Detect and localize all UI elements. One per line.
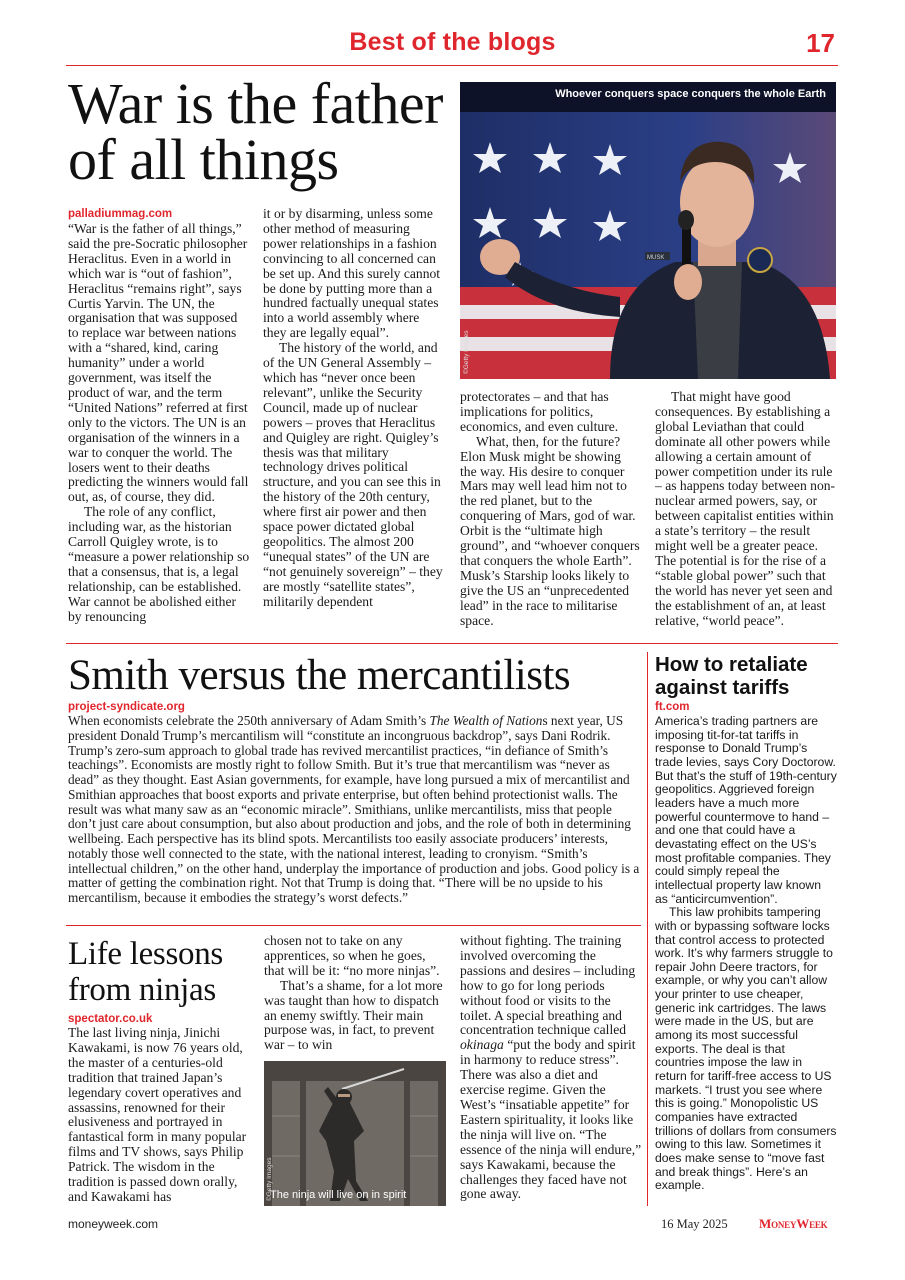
footer-date: 16 May 2025 xyxy=(661,1217,728,1231)
article4-col3 xyxy=(460,934,642,1202)
article3-body xyxy=(655,715,837,1193)
article2-body-italic: The Wealth of Nation xyxy=(429,713,543,728)
article1-col2-p1: it or by disarming, unless some other method of measuring power relationships in a fashion convincing to all concerned can be set up. And this surely cannot be done by putting more than a hundred factually unequal states into a world assembly where they are legally equal”. xyxy=(263,206,441,341)
article1-col4-p1: That might have good consequences. By establishing a global Leviathan that could dominate all other powers while allowing a certain amount of power competition under its rule – as happens today between non-nuclear armed powers, say, or between capitalist entities within a state’s territory – the result might well be a greater peace. The potential is for the rise of a “stable global power” such that the world has never yet seen and the establishment of an, at least relative, “world peace”. xyxy=(655,389,836,628)
article3-headline-line2: against tariffs xyxy=(655,675,790,699)
article1-photo-illustration xyxy=(460,82,836,379)
article4-col2 xyxy=(264,934,444,1053)
footer-brand-logo: MoneyWeek xyxy=(759,1216,828,1231)
article4-col1-p1: The last living ninja, Jinichi Kawakami, is now 76 years old, the master of a centuries-old tradition that trained Japan’s legendary covert operatives and assassins, renowned for their elusiveness and portrayed in fantastical form in many popular films and TV shows, says Philip Patrick. The wisdom in the tradition is passed down orally, and Kawakami has xyxy=(68,1025,247,1204)
article1-photo-caption: Whoever conquers space conquers the whole Earth xyxy=(555,88,826,100)
article1-headline xyxy=(68,71,458,192)
article4-headline-line2: from ninjas xyxy=(68,972,216,1008)
article1-col1-p2: The role of any conflict, including war, as the historian Carroll Quigley wrote, is to “measure a power relationship so that a consensus, that is, a legal relationship, can be established. War cannot be abolished either by renouncing xyxy=(68,504,250,624)
article2-body-part1: When economists celebrate the 250th anniversary of Adam Smith’s xyxy=(68,713,430,728)
article4-photo-illustration xyxy=(264,1061,446,1206)
article1-photo xyxy=(460,82,836,379)
footer-site-link[interactable]: moneyweek.com xyxy=(68,1217,159,1231)
article4-col3-part2: “put the body and spirit in harmony to reduce stress”. There was also a diet and exercise regime. Given the West’s “insatiable appetite” for Eastern spirituality, it looks like the ninja will live on. “The essence of the ninja will endure,” says Kawakami, because the challenges they faced have not gone away. xyxy=(460,1037,642,1202)
article4-photo xyxy=(264,1061,446,1206)
article4-headline xyxy=(68,936,253,1008)
article3-p1: America’s trading partners are imposing tit-for-tat tariffs in response to Donald Trump’s trade levies, says Cory Doctorow. But that’s the stuff of 19th-century geopolitics. Aggrieved foreign leaders have a much more powerful countermove to hand – and one that could have a devastating effect on the US’s most profitable companies. They could simply repeal the intellectual property law known as “anticircumvention”. xyxy=(655,714,837,906)
article3-p2: This law prohibits tampering with or bypassing software locks that control access to protected work. It’s why farmers struggle to repair John Deere tractors, for example, or why you can’t allow your printer to use cheaper, generic ink cartridges. The laws were made in the US, but are among its most successful exports. The deal is that countries impose the law in return for tariff-free access to US markets. “I trust you see where this is going.” Monopolistic US companies have extracted trillions of dollars from consumers owing to this law. Sometimes it does make sense to “move fast and break things”. Here’s an example. xyxy=(655,905,837,1193)
page-number: 17 xyxy=(806,28,835,58)
article2-headline: Smith versus the mercantilists xyxy=(68,652,571,699)
article1-col4 xyxy=(655,390,837,629)
article4-col1 xyxy=(68,1026,248,1205)
article1-bottom-rule xyxy=(66,643,838,644)
article1-headline-line2: of all things xyxy=(68,127,339,192)
article4-photo-caption: The ninja will live on in spirit xyxy=(270,1189,407,1201)
article1-headline-line1: War is the father xyxy=(68,71,443,136)
article2-body-part2: s next year, US president Donald Trump’s mercantilism will “constitute an incongruous backdrop”, says Dani Rodrik. Trump’s zero-sum approach to global trade has revived mercantilist practices, “in defiance of Smith’s teachings”. Economists are mostly right to follow Smith. But it’s true that mercantilism was “never as dead” as they thought. East Asian governments, for example, have long pursued a mix of mercantilist and Smithian approaches that boost exports and private enterprise, but often behind protectionist walls. The result was what many saw as an “economic miracle”. Smithians, unlike mercantilists, miss that people don’t just care about consumption, but also about production and jobs, and the role of both in determining wellbeing. Each perspective has its blind spots. Mercantilists too easily associate producers’ interests, notably those well connected to the state, with the national interest, leading to cronyism. “Smith’s intellectual children,” on the other hand, underplay the importance of production and jobs. Good policy is a matter of getting the combination right. Not that Trump is doing that. “There will be no upside to his mercantilism, because it embodies the strategy’s worst defects.” xyxy=(68,713,640,905)
article3-headline-line1: How to retaliate xyxy=(655,653,808,676)
article4-photo-credit: ©Getty Images xyxy=(266,1157,273,1201)
header-rule xyxy=(66,65,838,66)
article3-source[interactable]: ft.com xyxy=(655,701,690,713)
article4-col3-italic: okinaga xyxy=(460,1037,504,1053)
article1-photo-badge: MUSK xyxy=(647,255,665,261)
article1-col3-p1: protectorates – and that has implications for politics, economics, and even culture. xyxy=(460,389,619,434)
section-title: Best of the blogs xyxy=(349,28,556,56)
article2-bottom-rule xyxy=(66,925,641,926)
article4-headline-line1: Life lessons xyxy=(68,936,223,972)
article1-source[interactable]: palladiummag.com xyxy=(68,208,173,220)
article2-body xyxy=(68,714,640,906)
article1-col1 xyxy=(68,222,250,624)
article4-col3-part1: without fighting. The training involved overcoming the passions and desires – including how to go for long periods without food or visits to the toilet. A special breathing and concentration technique called xyxy=(460,933,636,1038)
article4-col2-p2: That’s a shame, for a lot more was taught than how to dispatch an enemy swiftly. Their main purpose was, in fact, to prevent war – to win xyxy=(264,977,443,1053)
article2-source[interactable]: project-syndicate.org xyxy=(68,701,185,713)
article3-headline xyxy=(655,654,840,699)
article1-photo-credit: ©Getty Images xyxy=(463,330,470,374)
column-divider xyxy=(647,652,648,1206)
article1-col3-p2: What, then, for the future? Elon Musk might be showing the way. His desire to conquer Mars may well lead him not to the red planet, but to the conquering of Mars, god of war. Orbit is the “ultimate high ground”, and “whoever conquers that conquers the whole Earth”. Musk’s Starship looks likely to give the US an “unprecedented lead” in the race to militarise space. xyxy=(460,433,640,628)
article1-col2 xyxy=(263,207,445,609)
article1-col1-p1: “War is the father of all things,” said the pre-Socratic philosopher Heraclitus. Even in a world in which war is “out of fashion”, Heraclitus “remains right”, says Curtis Yarvin. The UN, the organisation that was supposed to replace war between nations with a “shared, kind, caring humanity” under a world government, was itself the product of war, and the term “United Nations” referred at first only to the victors. The UN is an organisation of the winners in a war to conquer the world. The losers went to their deaths predicting the winners would fall out, as, of course, they did. xyxy=(68,221,249,505)
article1-col2-p2: The history of the world, and of the UN General Assembly – which has “never once been relevant”, unlike the Security Council, made up of nuclear powers – proves that Heraclitus and Quigley are right. Quigley’s thesis was that military technology drives political structure, and you can see this in the history of the 20th century, where first air power and then space power dictated global geopolitics. The almost 200 “unequal states” of the UN are “not genuinely sovereign” – they are mostly “satellite states”, militarily dependent xyxy=(263,340,443,609)
article4-col2-p1: chosen not to take on any apprentices, so when he goes, that will be it: “no more ninjas”. xyxy=(264,933,440,978)
article1-col3 xyxy=(460,390,640,629)
article4-source[interactable]: spectator.co.uk xyxy=(68,1013,153,1025)
